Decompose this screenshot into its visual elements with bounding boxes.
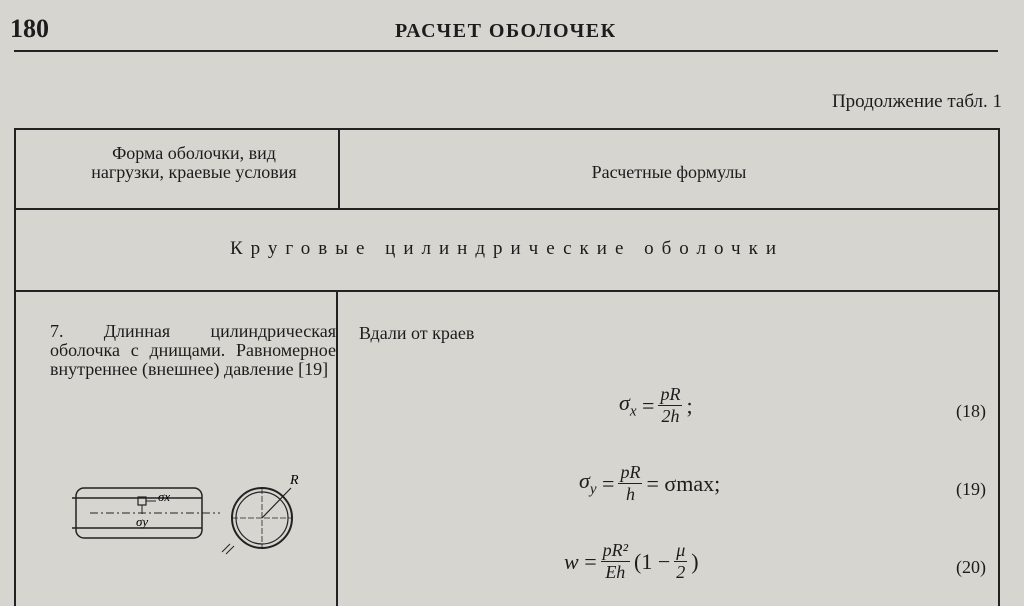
formula-19: $\sigma_y$ = $\frac{pR}{h}$ = σmax;: [579, 462, 721, 504]
header-left-line1: Форма оболочки, вид: [112, 143, 276, 163]
eq-number-19: (19): [956, 479, 986, 499]
formula-20: w = $\frac{\text{pR²}}{Eh}$ (1 − $\frac{\mu}{2}$ ): [564, 540, 699, 582]
shell-sketch: [72, 468, 312, 558]
eq-number-18: (18): [956, 401, 986, 421]
section-title: Круговые цилиндрические оболочки: [230, 238, 784, 259]
formula-18: $\sigma_x$ = $\frac{pR}{2h}$ ;: [619, 384, 693, 426]
page-number: 180: [10, 14, 49, 43]
header-rule: [14, 50, 998, 52]
case-description: 7. Длинная цилиндрическая оболочка с днищами. Равномерное внутреннее (внешнее) давление [19]: [50, 321, 336, 379]
sigma-x-label: σx: [158, 489, 171, 504]
running-head: РАСЧЕТ ОБОЛОЧЕК: [395, 20, 617, 42]
header-left-cell: [44, 144, 344, 182]
away-from-edges-label: Вдали от краев: [359, 323, 475, 343]
formula-table: [14, 128, 1000, 606]
formula-19-lhs: $\sigma_y$: [579, 468, 597, 498]
table-left-border: [14, 128, 16, 606]
formula-20-lhs: w: [564, 548, 579, 574]
table-right-border: [998, 128, 1000, 606]
sigma-y-label: σy: [136, 514, 149, 529]
table-section-rule: [14, 290, 1000, 292]
eq-number-20: (20): [956, 557, 986, 577]
header-right-cell: Расчетные формулы: [591, 162, 747, 182]
radius-label: R: [290, 473, 299, 488]
table-body-divider: [336, 290, 338, 606]
table-top-rule: [14, 128, 1000, 130]
table-header-rule: [14, 208, 1000, 210]
header-left-line2: нагрузки, краевые условия: [91, 162, 297, 182]
table-continuation-label: Продолжение табл. 1: [831, 91, 1002, 112]
formula-18-lhs: $\sigma_x$: [619, 390, 637, 420]
